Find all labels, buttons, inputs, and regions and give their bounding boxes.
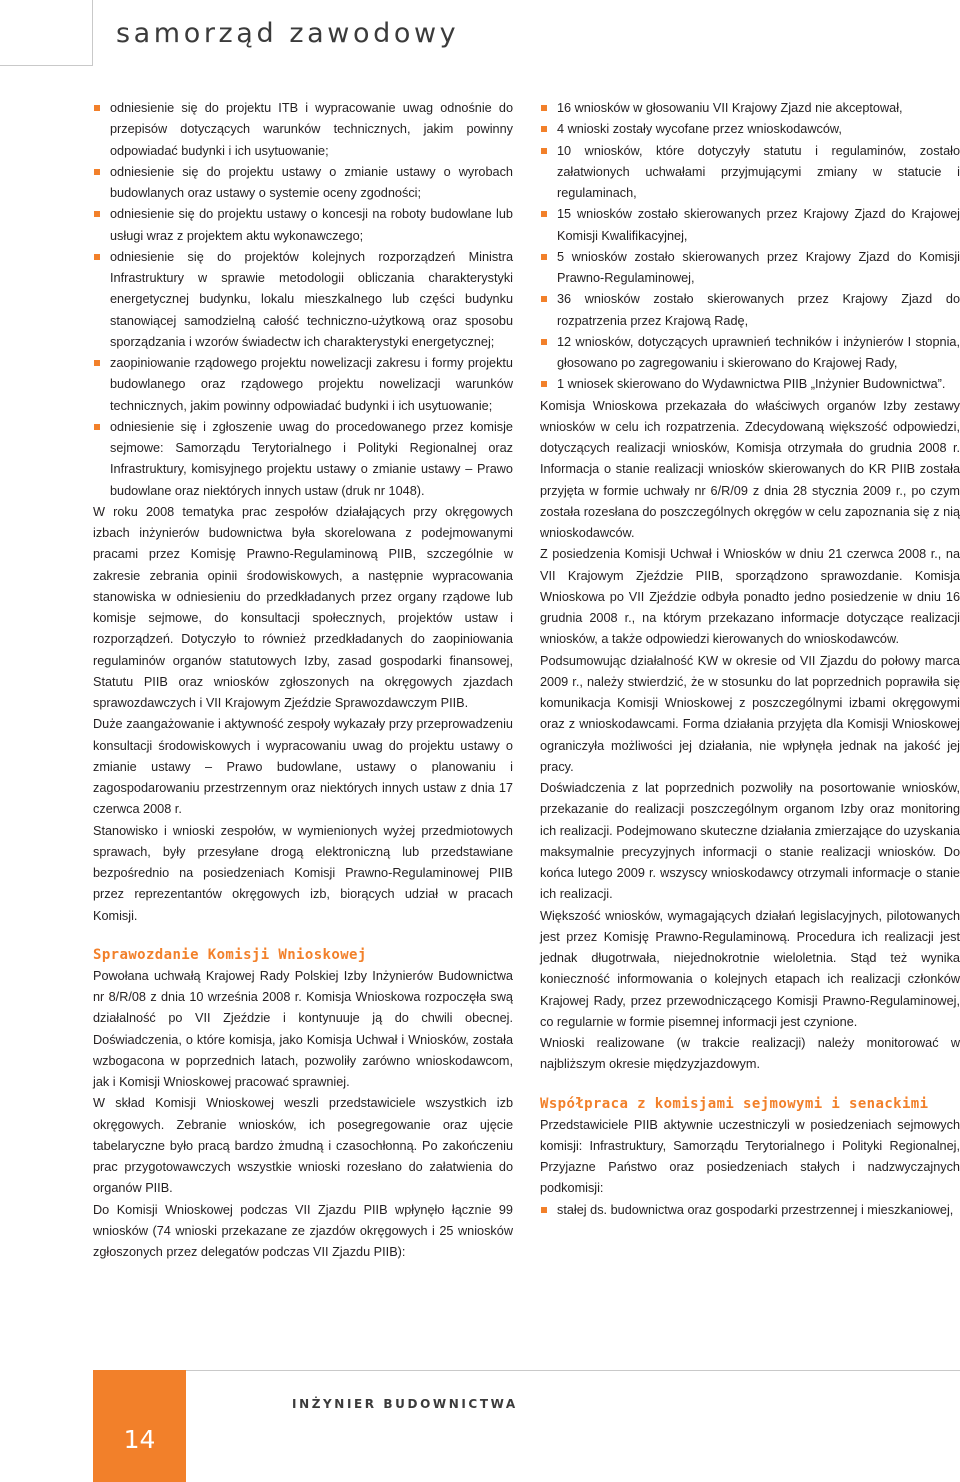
list-item: odniesienie się do projektu ITB i wypracowanie uwag odnośnie do przepisów dotyczących warunków technicznych, jakim powinny odpowiadać budynki i ich usytuowanie; — [93, 98, 513, 162]
paragraph: Doświadczenia z lat poprzednich pozwoliły na posortowanie wniosków, przekazanie do realizacji poszczególnym organom Izby oraz monitoring ich realizacji. Podejmowano skuteczne działania zmierzające do uzyskania maksymalnie precyzyjnych informacji o stanie realizacji wniosków. Do końca lutego 2009 r. wszyscy wnioskodawcy otrzymali informacje o stanie ich realizacji. — [540, 781, 960, 902]
list-item: 36 wniosków zostało skierowanych przez Krajowy Zjazd do rozpatrzenia przez Krajową Radę, — [540, 289, 960, 332]
magazine-name: INŻYNIER BUDOWNICTWA — [292, 1397, 518, 1411]
paragraph: Do Komisji Wnioskowej podczas VII Zjazdu PIIB wpłynęło łącznie 99 wniosków (74 wnioski przekazane ze zjazdów okręgowych i 25 wniosków zgłoszonych przez delegatów podczas VII Zjazdu PIIB): — [93, 1202, 513, 1259]
left-column — [93, 98, 513, 1263]
square-bullet-icon — [94, 211, 100, 217]
paragraph: Przedstawiciele PIIB aktywnie uczestniczyli w posiedzeniach sejmowych komisji: Infrastruktury, Samorządu Terytorialnego i Polityki Regionalnej, Przyjazne Państwo oraz posiedzeniach stałych i nadzwyczajnych podkomisji: — [540, 1117, 960, 1196]
square-bullet-icon — [94, 360, 100, 366]
list-item: 5 wniosków zostało skierowanych przez Krajowy Zjazd do Komisji Prawno-Regulaminowej, — [540, 247, 960, 290]
list-item: odniesienie się do projektów kolejnych rozporządzeń Ministra Infrastruktury w sprawie metodologii obliczania charakterystyki energetycznej budynku, lokalu mieszkalnego lub części budynku stanowiącej samodzielną całość techniczno-użytkową oraz sposobu sporządzania i wzorów świadectw ich charakterystyki energetycznej; — [93, 247, 513, 353]
square-bullet-icon — [541, 339, 547, 345]
list-item: zaopiniowanie rządowego projektu nowelizacji zakresu i formy projektu budowlanego oraz rządowego projektu nowelizacji warunków technicznych, jakim powinny odpowiadać budynki i ich usytuowanie; — [93, 353, 513, 417]
header-corner-box — [0, 0, 93, 66]
square-bullet-icon — [541, 105, 547, 111]
list-item: 16 wniosków w głosowaniu VII Krajowy Zjazd nie akceptował, — [540, 98, 960, 119]
list-item: odniesienie się i zgłoszenie uwag do procedowanego przez komisje sejmowe: Samorządu Terytorialnego i Polityki Regionalnej oraz Infrastruktury, komisyjnego projektu ustawy o zmianie ustawy – Prawo budowlane oraz niektórych innych ustaw (druk nr 1048). — [93, 417, 513, 502]
square-bullet-icon — [541, 381, 547, 387]
right-bullet-list-2 — [540, 1200, 960, 1221]
square-bullet-icon — [541, 211, 547, 217]
left-bullet-list — [93, 98, 513, 502]
square-bullet-icon — [541, 148, 547, 154]
square-bullet-icon — [541, 254, 547, 260]
square-bullet-icon — [94, 169, 100, 175]
page-number-box — [93, 1370, 186, 1482]
footer-rule — [186, 1370, 960, 1371]
list-item: 1 wniosek skierowano do Wydawnictwa PIIB „Inżynier Budownictwa”. — [540, 374, 960, 395]
square-bullet-icon — [94, 424, 100, 430]
section-heading: Sprawozdanie Komisji Wnioskowej — [93, 946, 367, 963]
list-item: 15 wniosków zostało skierowanych przez Krajowy Zjazd do Krajowej Komisji Kwalifikacyjnej, — [540, 204, 960, 247]
paragraph: Wnioski realizowane (w trakcie realizacji) należy monitorować w najbliższym okresie międzyzjazdowym. — [540, 1036, 960, 1072]
paragraph: Powołana uchwałą Krajowej Rady Polskiej Izby Inżynierów Budownictwa nr 8/R/08 z dnia 10 września 2008 r. Komisja Wnioskowa rozpoczęła swą działalność po VII Zjeździe i kontynuuje ją do chwili obecnej. Doświadczenia, o które komisja, jako Komisja Uchwał i Wniosków, została wzbogacona w poprzednich latach, pozwoliły zarówno wnioskodawcom, jak i Komisji Wnioskowej pracować sprawniej. — [93, 968, 513, 1089]
square-bullet-icon — [94, 254, 100, 260]
right-column — [540, 98, 960, 1221]
list-item: odniesienie się do projektu ustawy o koncesji na roboty budowlane lub usługi wraz z projektem aktu wykonawczego; — [93, 204, 513, 247]
paragraph: W roku 2008 tematyka prac zespołów działających przy okręgowych izbach inżynierów budownictwa była skorelowana z podejmowanymi pracami przez Komisję Prawno-Regulaminową PIIB, szczególnie w zakresie zebrania opinii środowiskowych, a następnie wypracowania stanowiska w odniesieniu do przedkładanych przez organy rządowe lub komisje sejmowe, do konsultacji społecznych, projektów ustaw i rozporządzeń. Dotyczyło to również przedkładanych do zaopiniowania regulaminów organów statutowych Izby, zasad gospodarki finansowej, Statutu PIIB oraz wniosków zgłoszonych na okręgowych zjazdach sprawozdawczych i VII Krajowym Zjeździe Sprawozdawczym PIIB. — [93, 504, 513, 710]
paragraph: Stanowisko i wnioski zespołów, w wymienionych wyżej przedmiotowych sprawach, były przesyłane drogą elektroniczną lub przedstawiane bezpośrednio na posiedzeniach Komisji Prawno-Regulaminowej PIIB przez reprezentantów okręgowych izb, biorących udział w pracach Komisji. — [93, 823, 513, 923]
paragraph: Większość wniosków, wymagających działań legislacyjnych, pilotowanych jest przez Komisję Prawno-Regulaminową. Procedura ich realizacji jest jednak długotrwała, niejednokrotnie wieloletnia. Stąd też wynika konieczność informowania o kolejnych etapach ich realizacji członków Krajowej Rady, przez przewodniczącego Komisji Prawno-Regulaminowej, co regularnie w formie pisemnej informacji jest czynione. — [540, 908, 960, 1029]
list-item: odniesienie się do projektu ustawy o zmianie ustawy o wyrobach budowlanych oraz ustawy o systemie oceny zgodności; — [93, 162, 513, 205]
paragraph: Komisja Wnioskowa przekazała do właściwych organów Izby zestawy wniosków w celu ich rozpatrzenia. Zdecydowaną większość odpowiedzi, dotyczących realizacji wniosków, Komisja otrzymała do grudnia 2008 r. Informacja o stanie realizacji wniosków skierowanych do KR PIIB została przyjęta w formie uchwały nr 6/R/09 z dnia 28 stycznia 2009 r., po czym została rozesłana do poszczególnych okręgów w celu zapoznania się z nią wnioskodawców. — [540, 398, 960, 540]
right-bullet-list — [540, 98, 960, 396]
list-item: 10 wniosków, które dotyczyły statutu i regulaminów, zostało załatwionych uchwałami przyjmującymi zmiany w statucie i regulaminach, — [540, 141, 960, 205]
paragraph: Podsumowując działalność KW w okresie od VII Zjazdu do połowy marca 2009 r., należy stwierdzić, że w stosunku do lat poprzednich poprawiła się komunikacja Komisji Wnioskowej z poszczególnymi izbami okręgowymi oraz z wnioskodawcami. Forma działania przyjęta dla Komisji Wnioskowej ograniczyła możliwości jej działania, nie wpłynęła jednak na jakość jej pracy. — [540, 653, 960, 774]
page-number: 14 — [123, 1425, 156, 1454]
square-bullet-icon — [94, 105, 100, 111]
paragraph: Duże zaangażowanie i aktywność zespoły wykazały przy przeprowadzeniu konsultacji środowiskowych i wypracowaniu uwag do projektu ustawy o zmianie ustawy – Prawo budowlane, ustawy o planowaniu i zagospodarowaniu przestrzennym oraz niektórych innych ustaw z dnia 17 czerwca 2008 r. — [93, 717, 513, 817]
paragraph: Z posiedzenia Komisji Uchwał i Wniosków w dniu 21 czerwca 2008 r., na VII Krajowym Zjeździe PIIB, sporządzono sprawozdanie. Komisja Wnioskowa po VII Zjeździe odbyła ponadto jedno posiedzenie w dniu 16 grudnia 2008 r., na którym przekazano informacje dotyczące realizacji wniosków, a także odpowiedzi kierowanych do wnioskodawców. — [540, 547, 960, 647]
section-title: samorząd zawodowy — [116, 18, 460, 49]
square-bullet-icon — [541, 126, 547, 132]
section-heading: Współpraca z komisjami sejmowymi i senackimi — [540, 1095, 929, 1112]
list-item: 4 wnioski zostały wycofane przez wnioskodawców, — [540, 119, 960, 140]
square-bullet-icon — [541, 296, 547, 302]
list-item: stałej ds. budownictwa oraz gospodarki przestrzennej i mieszkaniowej, — [540, 1200, 960, 1221]
square-bullet-icon — [541, 1207, 547, 1213]
list-item: 12 wniosków, dotyczących uprawnień techników i inżynierów I stopnia, głosowano po zagregowaniu i skierowano do Krajowej Rady, — [540, 332, 960, 375]
paragraph: W skład Komisji Wnioskowej weszli przedstawiciele wszystkich izb okręgowych. Zebranie wniosków, ich posegregowanie oraz ujęcie tabelaryczne było pracą bardzo żmudną i czasochłonną. Po zakończeniu prac przygotowawczych wszystkie wnioski rozesłano do załatwienia do organów PIIB. — [93, 1096, 513, 1196]
